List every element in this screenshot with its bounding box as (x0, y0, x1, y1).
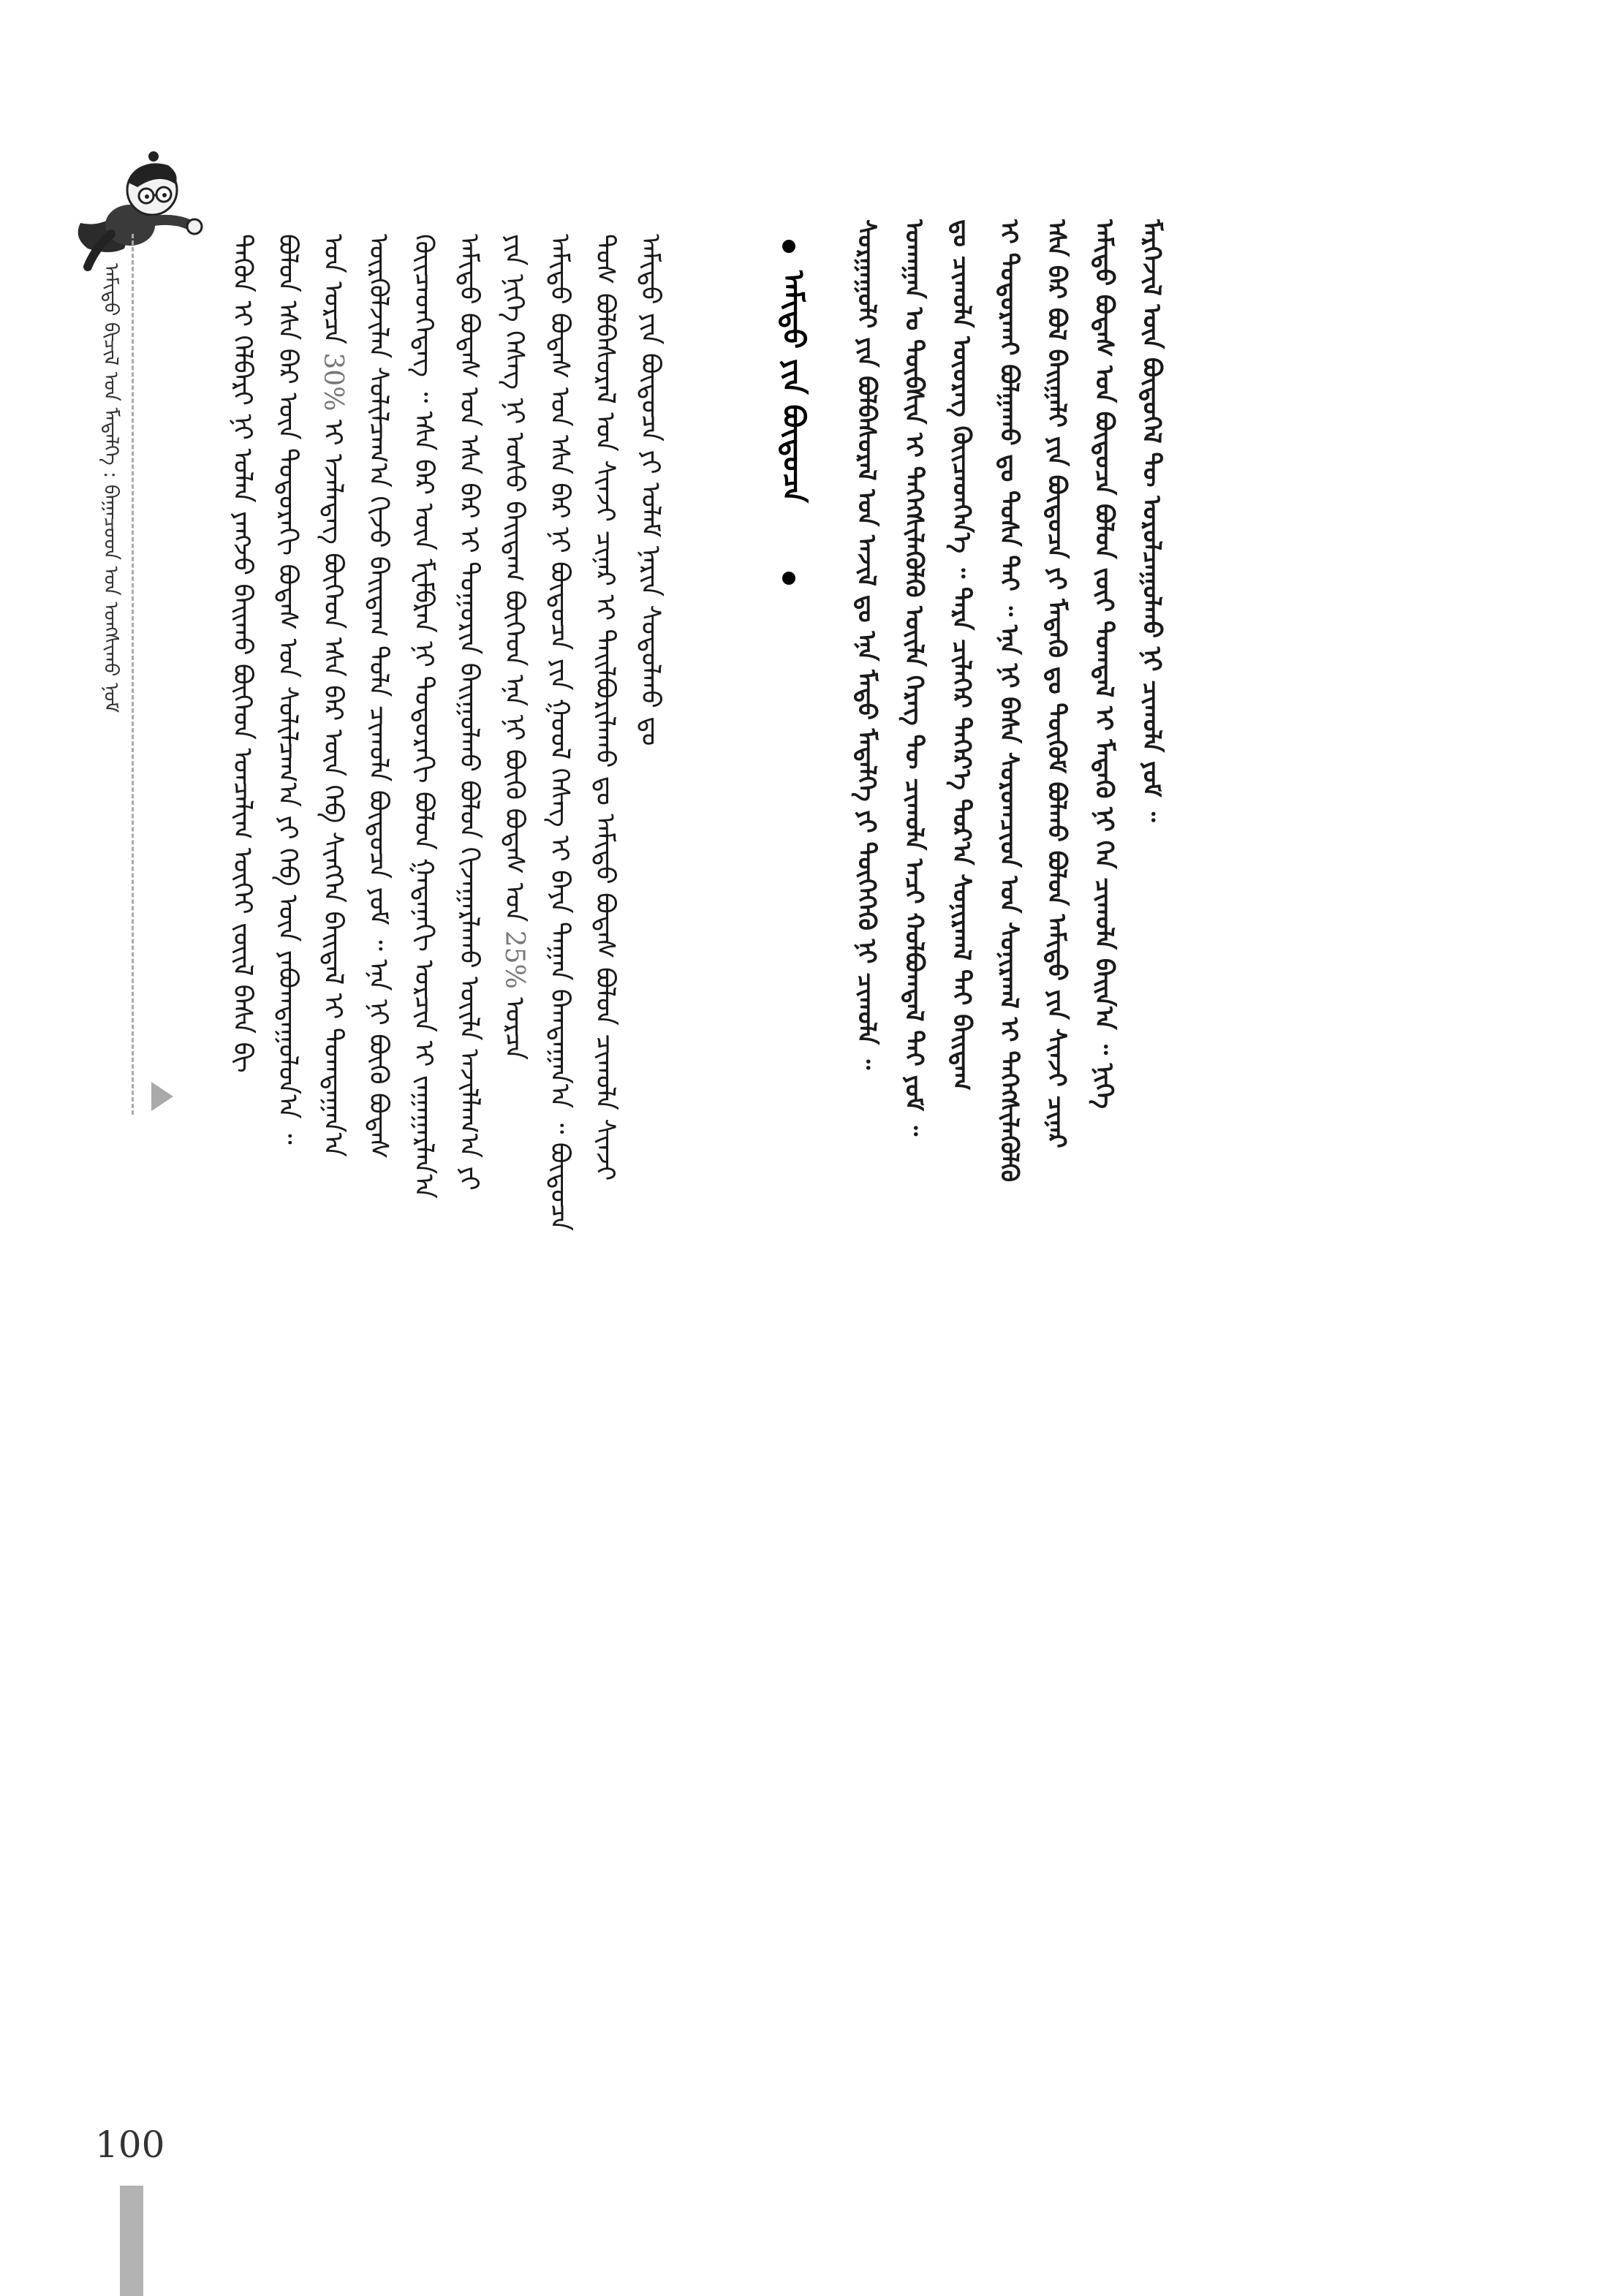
text-column: ᠤᠨ ᠤᠷᠴᠠ 30% ᠢ ᠡᠵᠡᠯᠡᠳᠡᠭ ᠪᠥᠭᠡᠳ ᠡᠰᠡ ᠪᠡᠷ ᠦᠨ ᠬᠡᠪ ᠰᠢᠩᠭᠡᠨ ᠪᠠᠢᠳᠠᠯ ᠢ ᠲᠣᠭᠲᠠᠭᠠᠨ᠎ᠠ (318, 234, 348, 1157)
text-column: ᠲᠡᠭᠦᠨ ᠢ ᠬᠡᠯᠪᠡᠷᠢ ᠨᠢ ᠣᠯᠠᠨ ᠶᠠᠩᠵᠤ ᠪᠠᠢᠬᠤ ᠪᠥᠭᠡᠳ ᠣᠨᠴᠠᠯᠢᠭ ᠦᠭᠡᠢ ᠵᠦᠢᠯ ᠪᠠᠰᠠ ᠪᠢ (227, 234, 257, 1073)
text-column: ᠭᠦᠢᠴᠡᠳᠭᠡᠳᠡᠭ ᠃ ᠡᠰᠡ ᠪᠡᠷ ᠦᠨ ᠮᠸᠮᠪᠷᠠᠨ ᠨᠢ ᠳᠣᠲᠣᠷᠠᠬᠢ ᠪᠣᠯᠤᠨ ᠭᠠᠳᠠᠨᠠᠬᠢ ᠣᠷᠴᠢᠨ ᠢ ᠵᠠᠭᠠᠭᠠᠷᠯᠠᠨ᠎ᠠ (409, 234, 439, 1199)
text-column: ᠠᠮᠢᠳᠤ ᠶᠢᠨ ᠪᠦᠲᠦᠴᠡ ᠶᠢ ᠤᠯᠠᠮ ᠨᠠᠷᠢᠨ ᠰᠤᠳᠤᠯᠬᠤ ᠳᠤ (635, 234, 665, 746)
text-column: ᠦᠷᠭᠦᠯᠵᠢᠯᠡᠨ ᠰᠣᠯᠢᠯᠴᠠᠭ᠎ᠠ ᠬᠢᠵᠦ ᠪᠠᠢᠳᠠᠭ ᠲᠤᠯᠠ ᠴᠢᠬᠤᠯᠠ ᠪᠦᠲᠦᠴᠡ ᠶᠤᠮ ᠃ ᠡᠨᠡ ᠨᠢ ᠪᠦᠬᠦ ᠪᠣᠳᠠᠰ (363, 234, 393, 1159)
text-column: ᠪᠣᠯᠤᠨ ᠡᠰᠡ ᠪᠡᠷ ᠦᠨ ᠳᠣᠲᠣᠷᠠᠬᠢ ᠪᠣᠳᠠᠰ ᠤᠨ ᠰᠣᠯᠢᠯᠴᠠᠭ᠎ᠠ ᠶᠢ ᠬᠡᠪ ᠦᠨ ᠶᠠᠪᠤᠭᠳᠠᠭᠤᠯᠤᠨ᠎ᠠ ᠃ (273, 234, 303, 1145)
text-column: ᠠᠮᠢᠳᠤ ᠪᠣᠳᠠᠰ ᠤᠨ ᠡᠰᠡ ᠪᠡᠷ ᠨᠢ ᠪᠦᠲᠦᠴᠡ ᠶᠢᠨ ᠭᠣᠤᠯ ᠬᠡᠰᠡᠭ ᠢ ᠪᠡᠶᠡ ᠳᠠᠭᠠᠨ ᠪᠠᠭᠲᠠᠭᠠᠨ᠎ᠠ ᠃ ᠪᠦᠲᠦᠴᠡ (545, 234, 575, 1231)
text-column: ᠲᠤᠰ ᠪᠣᠯᠪᠠᠰᠤᠷᠠᠯ ᠤᠨ ᠰᠢᠨᠵᠢ ᠴᠢᠨᠠᠷ ᠢ ᠲᠠᠢᠯᠪᠤᠷᠢᠯᠠᠬᠤ ᠳᠤ ᠠᠮᠢᠳᠤ ᠪᠣᠳᠠᠰ ᠪᠣᠯᠤᠨ ᠴᠢᠬᠤᠯᠠ ᠰᠢᠨᠵᠢ (590, 234, 620, 1181)
text-column: ᠡᠰᠡ ᠪᠡᠷ ᠪᠣᠯ ᠪᠠᠢᠭᠠᠯᠢ ᠶᠢᠨ ᠪᠦᠲᠦᠴᠡ ᠶᠢ ᠮᠡᠳᠡᠬᠦ ᠳᠤ ᠳᠥᠭᠥᠮ ᠪᠣᠯᠬᠤ ᠪᠣᠯᠤᠨ ᠠᠮᠢᠳᠤ ᠶᠢᠨ ᠰᠢᠨᠵᠢ ᠴᠢᠨᠠᠷ (1042, 219, 1071, 1148)
text-column: ᠠᠮᠢᠳᠤ ᠪᠣᠳᠠᠰ ᠤᠨ ᠪᠦᠲᠦᠴᠡ ᠪᠣᠯᠤᠨ ᠵᠦᠢ ᠲᠣᠭᠲᠠᠯ ᠢ ᠮᠡᠳᠡᠬᠦ ᠨᠢ ᠭᠡᠨ ᠴᠢᠬᠤᠯᠠ ᠪᠠᠢᠨ᠎ᠠ ᠃ ᠨᠢᠭᠡ (1089, 219, 1119, 1109)
text-column: ᠳᠤ ᠴᠢᠬᠤᠯᠠ ᠦᠦᠷᠡᠭ ᠭᠦᠢᠴᠡᠳᠭᠡᠨ᠎ᠡ ᠃ ᠲᠡᠷᠡ ᠴᠢᠯᠡᠭᠡᠷ ᠳᠡᠭᠡᠷ᠎ᠡ ᠳᠤᠷ᠎ᠠ ᠰᠣᠨᠢᠷᠬᠠᠯ ᠲᠠᠢ ᠪᠠᠢᠳᠠᠭ (947, 219, 976, 1091)
text-column: ᠢ ᠲᠣᠳᠤᠷᠬᠠᠢ ᠪᠣᠯᠭᠠᠬᠤ ᠳᠤ ᠳᠤᠰᠠ ᠲᠠᠢ ᠃ ᠡᠨᠡ ᠨᠢ ᠪᠠᠰᠠ ᠰᠤᠷᠤᠭᠴᠢᠳ ᠤᠨ ᠰᠣᠨᠢᠷᠬᠠᠯ ᠢ ᠳᠡᠭᠡᠭᠰᠢᠯᠡᠭᠦᠯᠬᠦ (994, 219, 1024, 1183)
section-heading: ᠠᠮᠢᠳᠤ ᠶᠢᠨ ᠪᠦᠲᠦᠴᠡ (776, 270, 810, 504)
dashed-divider (132, 234, 134, 1115)
flying-boy-mascot-icon (66, 139, 219, 278)
text-column: ᠶᠢᠨ ᠨᠢᠭᠡ ᠬᠡᠰᠡᠭ ᠨᠢ ᠤᠰᠤ ᠪᠠᠢᠳᠠᠭ ᠪᠥᠭᠡᠳ ᠡᠨᠡ ᠨᠢ ᠪᠦᠬᠦ ᠪᠣᠳᠠᠰ ᠤᠨ 25% ᠤᠷᠴᠠ (499, 234, 529, 1061)
text-column: ᠤᠬᠠᠭᠠᠨ ᠤ ᠲᠦᠪᠰᠢᠨ ᠢ ᠳᠡᠭᠡᠭᠰᠢᠯᠡᠭᠦᠯᠬᠦ ᠦᠢᠯᠡ ᠬᠡᠷᠡᠭ ᠲᠦ ᠴᠢᠬᠤᠯᠠ ᠠᠴᠢ ᠬᠣᠯᠪᠣᠭᠳᠠᠯ ᠲᠠᠢ ᠶᠤᠮ ᠃ (899, 219, 928, 1137)
running-head: ᠠᠮᠢᠳᠤ ᠪᠢᠴᠢᠯ ᠤᠨ ᠮᠡᠳᠡᠯᠭᠡ : ᠪᠠᠭᠠᠴᠤᠳ ᠤᠨ ᠤᠩᠰᠢᠬᠤ ᠨᠣᠮ (99, 263, 122, 713)
text-column: ᠮᠡᠷᠭᠡᠵᠢᠯ ᠦᠨ ᠪᠦᠲᠦᠭᠡᠯ ᠲᠦ ᠣᠷᠣᠯᠴᠠᠭᠤᠯᠬᠤ ᠨᠢ ᠴᠢᠬᠤᠯᠠ ᠶᠤᠮ ᠃ (1137, 219, 1166, 822)
bullet-dot-icon (782, 240, 795, 253)
page-edge-tab (120, 2186, 143, 2296)
text-column: ᠠᠮᠢᠳᠤ ᠪᠣᠳᠠᠰ ᠤᠨ ᠡᠰᠡ ᠪᠡᠷ ᠢ ᠲᠣᠭᠤᠷᠢᠨ ᠪᠠᠢᠭᠤᠯᠬᠤ ᠪᠣᠯᠤᠨ ᠬᠢᠵᠠᠭᠠᠷᠯᠠᠬᠤ ᠦᠢᠯᠡ ᠠᠵᠢᠯᠯᠠᠭ᠎ᠠ ᠶᠢ (454, 234, 484, 1191)
bullet-dot-icon (782, 572, 795, 585)
text-column: ᠰᠤᠷᠭᠠᠭᠤᠯᠢ ᠶᠢᠨ ᠪᠣᠯᠪᠠᠰᠤᠷᠠᠯ ᠤᠨ ᠠᠵᠢᠯ ᠳᠤ ᠡᠨᠡ ᠮᠡᠲᠦ ᠮᠡᠳᠡᠯᠭᠡ ᠶᠢ ᠲᠦᠭᠡᠭᠡᠬᠦ ᠨᠢ ᠴᠢᠬᠤᠯᠠ ᠃ (852, 219, 881, 1070)
page-number: 100 (95, 2123, 165, 2166)
triangle-arrow-icon (151, 1082, 173, 1111)
